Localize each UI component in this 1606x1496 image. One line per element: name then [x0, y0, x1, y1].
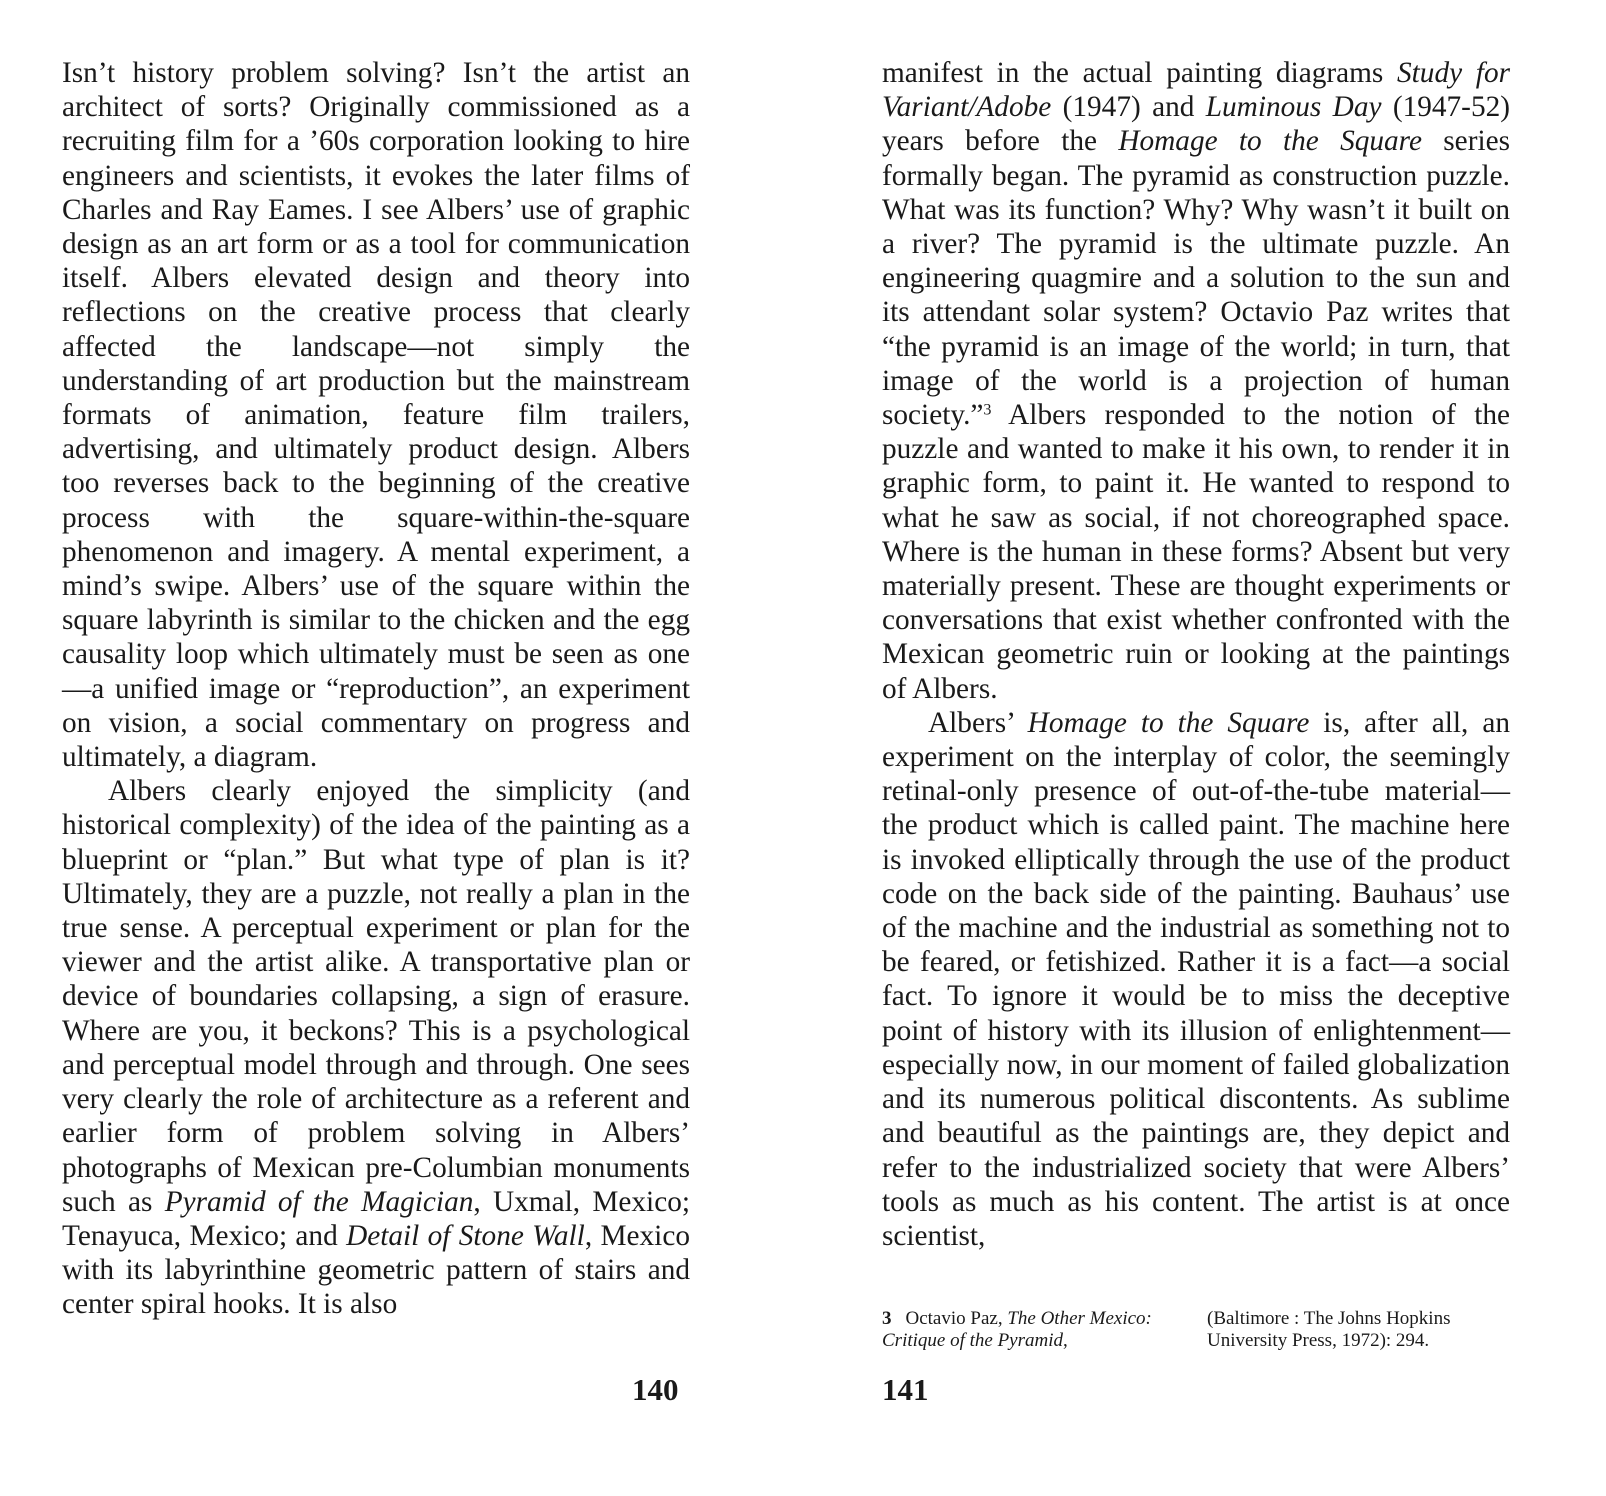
footnote-col-2 [1207, 1308, 1508, 1352]
text-run: Albers clearly enjoyed the simplicity (and historical complexity) of the idea of the painting as a blueprint or “plan.” But what type of plan is it? Ultimately, they are a puzzle, not really a plan in the true sense. A perceptual experiment or plan for the viewer and the artist alike. A transportative plan or device of boundaries collapsing, a sign of erasure. Where are you, it beckons? This is a psychological and perceptual model through and through. One sees very clearly the role of architecture as a referent and earlier form of problem solving in Albers’ photographs of Mexican pre-Columbian monuments such as [62, 775, 690, 1218]
right-page-body [882, 56, 1510, 1253]
paragraph [62, 774, 690, 1321]
paragraph [882, 706, 1510, 1253]
page-number-left: 140 [632, 1372, 679, 1407]
text-run: (1947-52) years before the [882, 91, 1510, 158]
paragraph [882, 56, 1510, 706]
italic-title: Pyramid of the Magician [164, 1185, 474, 1218]
text-run: Isn’t history problem solving? Isn’t the artist an architect of sorts? Originally commissioned as a recruiting film for a ’60s corporation looking to hire engineers and scientists, it evokes the later films of Charles and Ray Eames. I see Albers’ use of graphic design as an art form or as a tool for communication itself. Albers elevated design and theory into reflections on the creative process that clearly affected the landscape—not simply the understanding of art production but the mainstream formats of animation, feature film trailers, advertising, and ultimately product design. Albers too reverses back to the beginning of the creative process with the square-within-the-square phenomenon and imagery. A mental experiment, a mind’s swipe. Albers’ use of the square within the square labyrinth is similar to the chicken and the egg causality loop which ultimately must be seen as one—a unified image or “reproduction”, an experiment on vision, a social commentary on progress and ultimately, a diagram. [62, 57, 690, 774]
text-run: Albers responded to the notion of the puzzle and wanted to make it his own, to render it in graphic form, to paint it. He wanted to respond to what he saw as social, if not choreographed space. Where is the human in these forms? Absent but very materially present. These are thought experiments or conversations that exist whether confronted with the Mexican geometric ruin or looking at the paintings of Albers. [882, 399, 1510, 705]
italic-title: Luminous Day [1205, 91, 1382, 124]
text-run: Octavio Paz, [905, 1308, 1008, 1329]
footnote-number: 3 [882, 1308, 892, 1329]
text-run: , Mexico with its labyrinthine geometric pattern of stairs and center spiral hooks. It is also [62, 1219, 690, 1321]
text-run: , [1063, 1330, 1068, 1351]
italic-title: The Other Mexico: Critique of the Pyramid [882, 1308, 1152, 1351]
left-page-body [62, 56, 690, 1322]
text-run: (Baltimore : The Johns Hopkins University Press, 1972): 294. [1207, 1308, 1451, 1351]
footnote-block [882, 1308, 1508, 1352]
page-number-right: 141 [882, 1372, 929, 1407]
footnote-col-1 [882, 1308, 1183, 1352]
text-run: , Uxmal, Mexico; Tenayuca, Mexico; and [62, 1185, 690, 1252]
text-run: series formally began. The pyramid as construction puzzle. What was its function? Why? Why wasn’t it built on a river? The pyramid is the ultimate puzzle. An engineering quagmire and a solution to the sun and its attendant solar system? Octavio Paz writes that “the pyramid is an image of the world; in turn, that image of the world is a projection of human society.” [882, 125, 1510, 432]
italic-title: Homage to the Square [1118, 125, 1422, 158]
text-run: manifest in the actual painting diagrams [882, 57, 1398, 89]
text-run: is, after all, an experiment on the interplay of color, the seemingly retinal-only presence of out-of-the-tube material—the product which is called paint. The machine here is invoked elliptically through the use of the product code on the back side of the painting. Bauhaus’ use of the machine and the industrial as something not to be feared, or fetishized. Rather it is a fact—a social fact. To ignore it would be to miss the deceptive point of history with its illusion of enlightenment—especially now, in our moment of failed globalization and its numerous political discontents. As sublime and beautiful as the paintings are, they depict and refer to the industrialized society that were Albers’ tools as much as his content. The artist is at once scientist, [882, 706, 1510, 1252]
italic-title: Detail of Stone Wall [346, 1219, 585, 1252]
text-run: Albers’ [928, 706, 1028, 739]
italic-title: Homage to the Square [1027, 706, 1310, 739]
footnote-ref: 3 [983, 401, 992, 419]
paragraph [62, 56, 690, 774]
italic-title: Study for Variant/Adobe [882, 57, 1510, 124]
text-run: (1947) and [1051, 91, 1206, 124]
